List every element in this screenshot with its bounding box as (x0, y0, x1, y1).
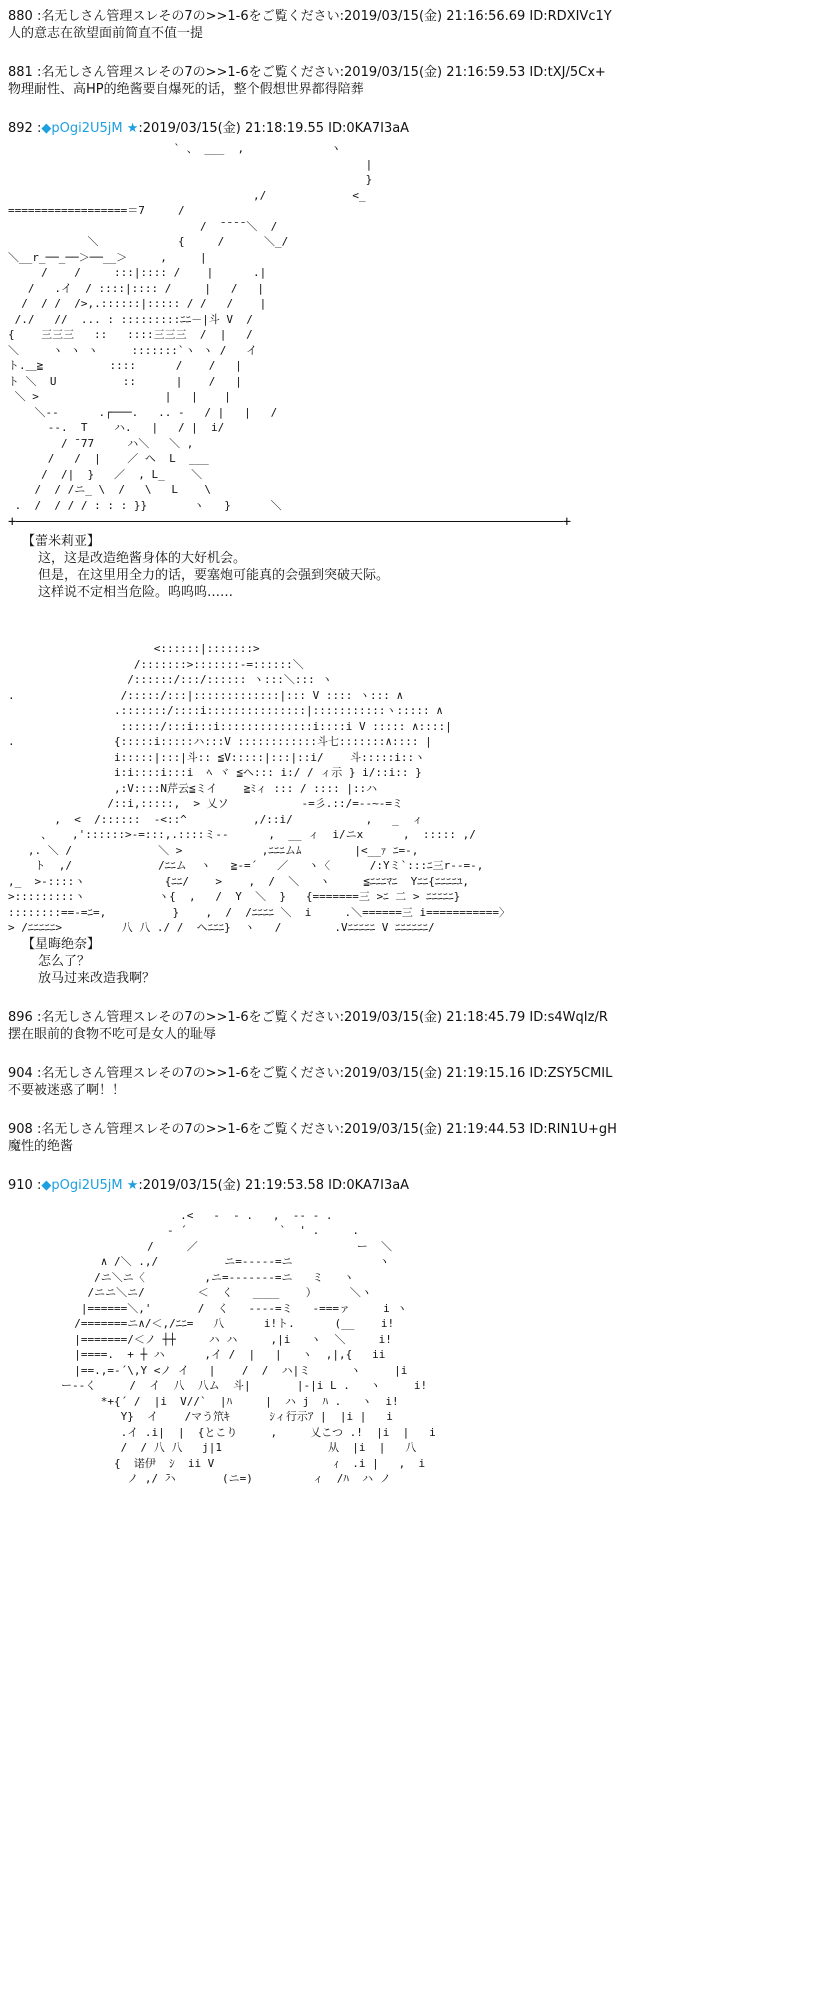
divider-line (16, 521, 563, 522)
post-number[interactable]: 910 (8, 1177, 33, 1193)
dialogue-line: 这，这是改造绝酱身体的大好机会。 (38, 551, 247, 566)
poster-name: 名无しさん管理スレその7の>>1-6をご覧ください (41, 65, 340, 80)
post-number[interactable]: 880 (8, 9, 33, 24)
poster-name: 名无しさん管理スレその7の>>1-6をご覧ください (41, 9, 340, 24)
poster-name: 名无しさん管理スレその7の>>1-6をご覧ください (41, 1065, 340, 1081)
post-header: 908 :名无しさん管理スレその7の>>1-6をご覧ください:2019/03/15(金) 21:19:44.53 ID:RIN1U+gH (8, 1121, 617, 1137)
speaker-label: 【蕾米莉亚】 (22, 534, 101, 549)
post-date-id: :2019/03/15(金) 21:19:44.53 ID:RIN1U+gH (339, 1121, 617, 1137)
divider-left-mark: + (8, 514, 17, 530)
post-892 (8, 120, 828, 987)
post-body: 摆在眼前的食物不吃可是女人的耻辱 (8, 1026, 217, 1042)
post-header: 892 :◆pOgi2U5jM ★:2019/03/15(金) 21:18:19.55 ID:0KA7I3aA (8, 121, 410, 136)
star-icon: ★ (126, 121, 139, 136)
scene-divider (8, 514, 571, 530)
author-trip: ◆pOgi2U5jM (41, 121, 123, 136)
post-896 (8, 1009, 828, 1043)
post-number[interactable]: 904 (8, 1065, 33, 1081)
dialogue-line: 怎么了？ (38, 953, 91, 969)
poster-name: 名无しさん管理スレその7の>>1-6をご覧ください (41, 1009, 340, 1025)
post-date-id: :2019/03/15(金) 21:16:56.69 ID:RDXIVc1Y (339, 9, 612, 24)
post-body: 人的意志在欲望面前简直不值一提 (8, 26, 204, 41)
post-number[interactable]: 881 (8, 65, 33, 80)
post-908 (8, 1121, 828, 1155)
post-header: 880 :名无しさん管理スレその7の>>1-6をご覧ください:2019/03/15(金) 21:16:56.69 ID:RDXIVc1Y (8, 9, 612, 24)
dialogue-line: 放马过来改造我啊？ (38, 970, 156, 986)
dialogue-line: 但是，在这里用全力的话，要塞炮可能真的会强到突破天际。 (38, 568, 390, 583)
post-body: 魔性的绝酱 (8, 1138, 74, 1154)
post-904 (8, 1065, 828, 1099)
post-910 (8, 1177, 828, 1487)
post-header: 881 :名无しさん管理スレその7の>>1-6をご覧ください:2019/03/15(金) 21:16:59.53 ID:tXJ/5Cx+ (8, 65, 606, 80)
post-number[interactable]: 908 (8, 1121, 33, 1137)
post-body: 不要被迷惑了啊！！ (8, 1082, 126, 1098)
post-number[interactable]: 896 (8, 1009, 33, 1025)
ascii-art-zetsuna: <::::::|:::::::> /:::::::>:::::::-=::::::＼ /::::::/:::/:::::: ヽ:::＼::: ヽ . /:::::/:::|:::::::::::::|::: V :::: ヽ::: ∧ .:::::::/::::i:::::::::::::::|:::::::::::ヽ::::: ∧ ::::::/:::i:::i::::::::::::::i::::i V ::::: ∧::::| . {:::::i:::::ハ:::V ::::::::::::斗七:::::::∧:::: | i:::::|:::|斗:: ≦V:::::|:::|::i/ 斗:::::i::ヽ i:i::::i:::i ﾍ ヾ ≦ヘ::: i:/ / ィ示 } i/::i:: } ,:V::::N芹云≦ミイ ≧ﾐィ ::: / :::: |::ハ /::i,:::::, > 乂ソ -=彡.::/=--~-=ミ , < /:::::: -<::^ ,/::i/ , _ ィ 、 ,'::::::>-=:::,.::::ミ-- , __ ィ i/ニx , ::::: ,/ ,. ＼ / ＼ > ,ﾆﾆﾆムﾑ |<__ｧ ﾆ=-, ト ,/ /ﾆﾆム ヽ ≧-=´ ／ ヽ〈 /:Yミ`:::ﾆ三r--=-, ,_ >-::::ヽ {ﾆﾆ/ > , / ＼ ヽ ≦ﾆﾆﾆﾏﾆ Yﾆﾆ{ﾆﾆﾆﾆﾕ, >:::::::::ヽ ヽ{ , / Y ＼ } {=======三 >ﾆ 二 > ﾆﾆﾆﾆﾆ} ::::::::==-=ﾆ=, } , / /ﾆﾆﾆﾆ ＼ i .＼======三 i===========〉 > /ﾆﾆﾆﾆﾆ> 八 八 ./ / ヘﾆﾆﾆ} ヽ / .Vﾆﾆﾆﾆﾆ V ﾆﾆﾆﾆﾆﾆ/ (8, 642, 510, 934)
star-icon: ★ (126, 1177, 139, 1193)
post-date-id: :2019/03/15(金) 21:18:45.79 ID:s4WqIz/R (339, 1009, 608, 1025)
post-body: 物理耐性、高HP的绝酱要自爆死的话，整个假想世界都得陪葬 (8, 82, 364, 97)
ascii-art-remilia: ` 、 ___ , ヽ | } ,/ <_ ==================＝7 / / ̄ ̄ ̄ ̄ ＼ / ＼ { / ＼_/ ＼__r_──_──＞──__＞ , | / / :::|:::: / | .| / .イ / ::::|:::: / | / | / / / />,.::::::|::::: / / / | /./ // ... : :::::::::ﾆﾆ－|斗 V / { 三三三 :: ::::三三三 / | / ＼ ヽ ヽ ヽ :::::::`ヽ ヽ / イ ト.＿≧ :::: / / | ト ＼ U :: | / | ＼ > | | | ＼-- .┌───. .. - / | | / --. T ハ. | / | i/ / ̄ 77 ハ＼ ＼ , / / | ／ ヘ L ___ / /| } ／ , L_ ＼ / / /ニ_ \ / \ L \ . / / / / : : : }} ヽ } ＼ (8, 142, 373, 512)
post-number[interactable]: 892 (8, 121, 33, 136)
speaker-label: 【星晦绝奈】 (22, 936, 101, 952)
post-header: 910 :◆pOgi2U5jM ★:2019/03/15(金) 21:19:53.58 ID:0KA7I3aA (8, 1177, 410, 1193)
dialogue-remilia (22, 533, 828, 601)
post-header: 896 :名无しさん管理スレその7の>>1-6をご覧ください:2019/03/15(金) 21:18:45.79 ID:s4WqIz/R (8, 1009, 608, 1025)
divider-right-mark: + (562, 514, 571, 530)
post-880 (8, 8, 828, 42)
post-881 (8, 64, 828, 98)
dialogue-zetsuna (22, 936, 828, 987)
post-date-id: :2019/03/15(金) 21:16:59.53 ID:tXJ/5Cx+ (339, 65, 606, 80)
ascii-art-noi: .< - - . , -- - . - ´ ` ' . . / ／ ー ＼ ∧ /＼ .,/ ニ=-----=ニ ヽ /ニ＼ニ〈 ,ニ=-------=ニ ミ ヽ /ニニ＼ニ/ ＜ く ____ ） ＼ヽ |======＼,' / く ----=ミ -===ァ i ヽ /=======ニ∧/＜,/ﾆﾆ= 八 i!ト. (__ i! |=======/＜ノ ┼┼ ハ ハ ,|i ヽ ＼ i! |====. + ┼ ハ ,イ / | | ヽ ,|,{ ii |==.,=-´\,Y <ノ イ | / / ハ|ミ ヽ |i ー--く / イ 八 八ム 斗| |-|i L . ヽ i! *+{´ / |i V//` |ﾊ | ハ j ﾊ . ヽ i! Y} イ /マう笊ｷ ｼィ行示ｱ | |i | i .イ .i| | {とこり , 乂こつ .! |i | i / / 八 八 j|1 从 |i | 八 { 诺伊 ｼ ii V ｨ .i | , i ノ ,/ ̄ハ (ニ=) ィ /ﾊ ハ ノ (60, 1208, 436, 1485)
author-trip: ◆pOgi2U5jM (41, 1177, 123, 1193)
post-header: 904 :名无しさん管理スレその7の>>1-6をご覧ください:2019/03/15(金) 21:19:15.16 ID:ZSY5CMIL (8, 1065, 613, 1081)
post-date-id: :2019/03/15(金) 21:18:19.55 ID:0KA7I3aA (138, 121, 410, 136)
dialogue-line: 这样说不定相当危险。呜呜呜…… (38, 585, 234, 600)
post-date-id: :2019/03/15(金) 21:19:53.58 ID:0KA7I3aA (138, 1177, 410, 1193)
thread (8, 8, 828, 1509)
poster-name: 名无しさん管理スレその7の>>1-6をご覧ください (41, 1121, 340, 1137)
post-date-id: :2019/03/15(金) 21:19:15.16 ID:ZSY5CMIL (339, 1065, 613, 1081)
